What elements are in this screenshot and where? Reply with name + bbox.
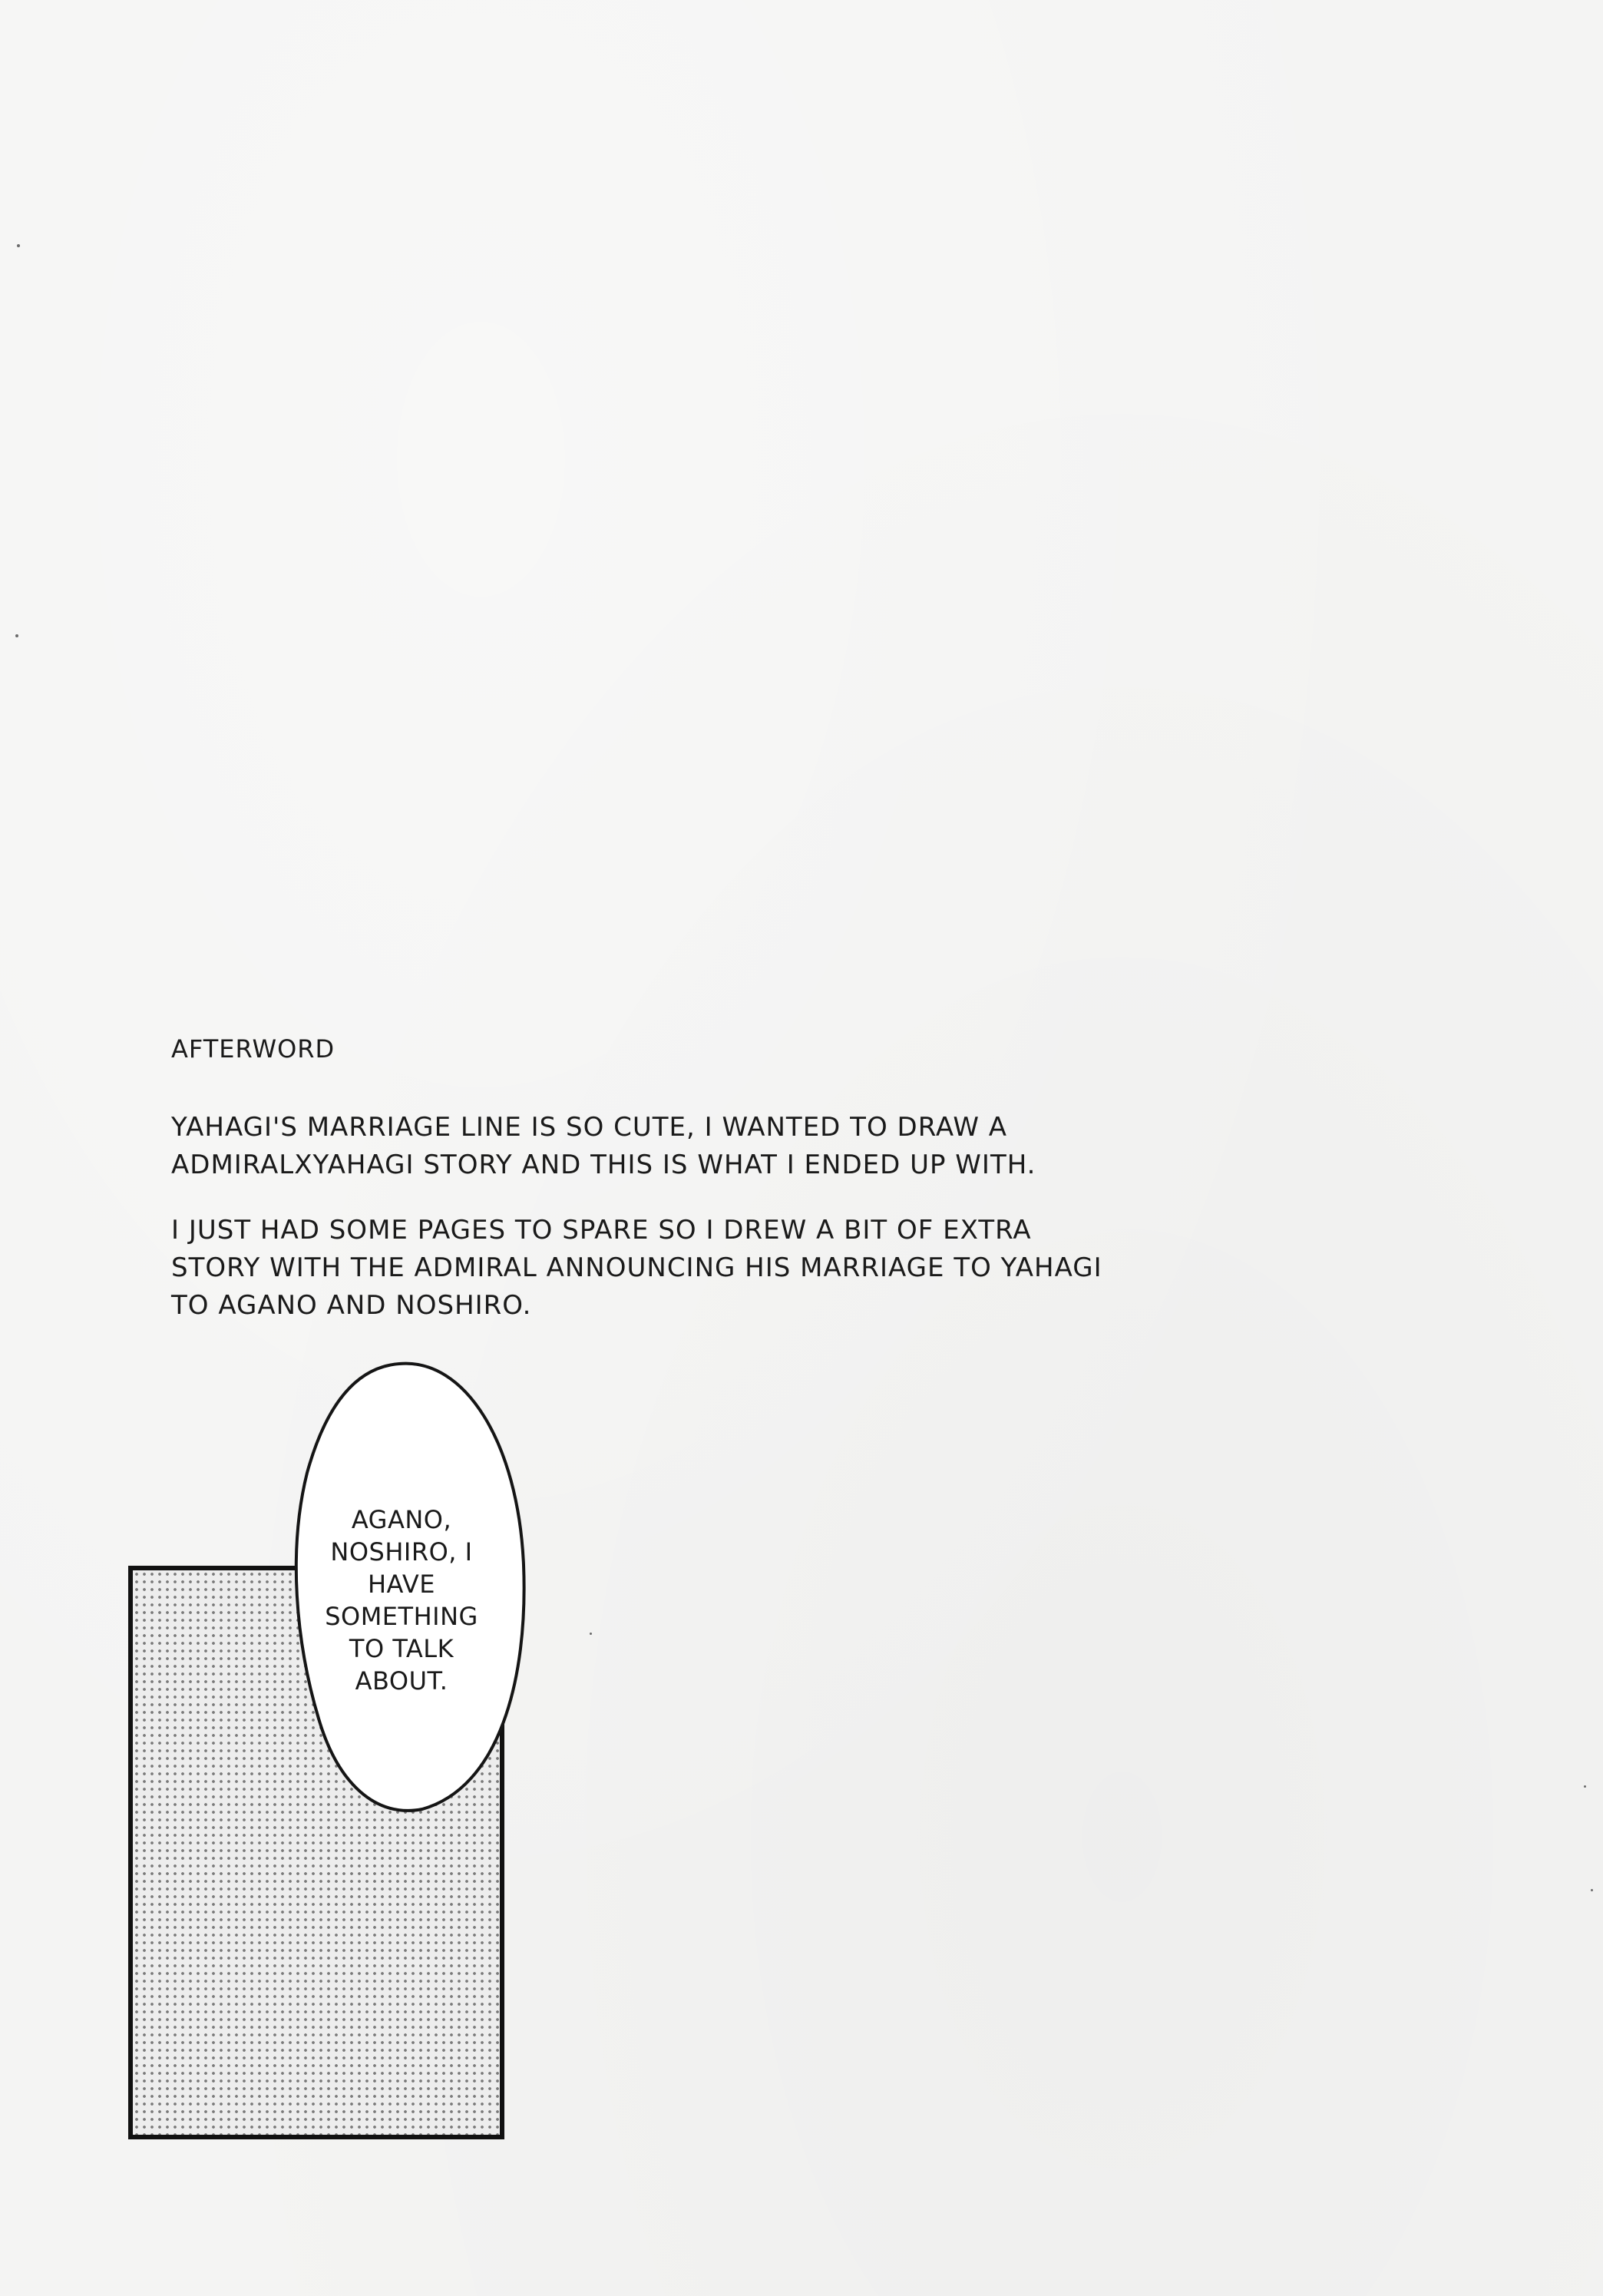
paper-speck bbox=[590, 1633, 592, 1635]
afterword-paragraph-2: I JUST HAD SOME PAGES TO SPARE SO I DREW A BIT OF EXTRA STORY WITH THE ADMIRAL ANNOUNCING HIS MARRIAGE TO YAHAGI TO AGANO AND NOSHIRO. bbox=[171, 1215, 1102, 1321]
speech-bubble bbox=[284, 1358, 530, 1818]
paper-speck bbox=[17, 244, 20, 247]
afterword-section bbox=[171, 1034, 1323, 1352]
afterword-title: AFTERWORD bbox=[171, 1034, 335, 1064]
paper-speck bbox=[15, 634, 18, 637]
afterword-paragraph-1: YAHAGI'S MARRIAGE LINE IS SO CUTE, I WANTED TO DRAW A ADMIRALXYAHAGI STORY AND THIS IS WHAT I ENDED UP WITH. bbox=[171, 1112, 1036, 1180]
paper-speck bbox=[1591, 1889, 1593, 1891]
speech-bubble-text: AGANO, NOSHIRO, I HAVE SOMETHING TO TALK ABOUT. bbox=[325, 1505, 478, 1696]
paper-speck bbox=[1584, 1785, 1586, 1788]
